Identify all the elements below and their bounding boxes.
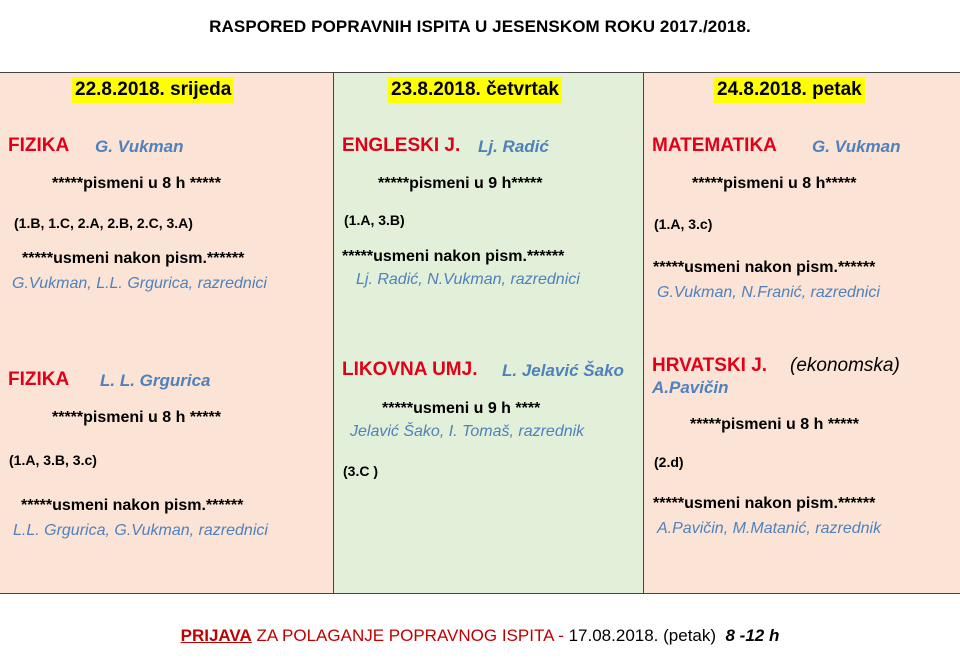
registration-footer: [0, 626, 960, 646]
exam-subject: ENGLESKI J.: [342, 135, 461, 156]
exam-oral: *****usmeni nakon pism.******: [22, 250, 245, 267]
exam-written: *****pismeni u 8 h *****: [52, 175, 221, 192]
exam-subject: HRVATSKI J.: [652, 355, 768, 376]
exam-oral: *****usmeni nakon pism.******: [21, 497, 244, 514]
exam-classes: (1.A, 3.B): [344, 212, 405, 228]
exam-oral: *****usmeni nakon pism.******: [653, 259, 876, 276]
exam-committee: L.L. Grgurica, G.Vukman, razrednici: [13, 522, 268, 539]
footer-text: ZA POLAGANJE POPRAVNOG ISPITA -: [251, 626, 569, 645]
page-title: RASPORED POPRAVNIH ISPITA U JESENSKOM ROKU 2017./2018.: [209, 17, 751, 36]
exam-classes: (3.C ): [343, 463, 378, 479]
exam-classes: (1.B, 1.C, 2.A, 2.B, 2.C, 3.A): [14, 215, 193, 231]
exam-committee: G.Vukman, L.L. Grgurica, razrednici: [12, 275, 267, 292]
day-column-wednesday: [0, 73, 334, 593]
exam-written: *****pismeni u 8 h *****: [52, 409, 221, 426]
exam-subject: LIKOVNA UMJ.: [342, 359, 478, 380]
day-date: 24.8.2018. petak: [714, 77, 865, 103]
exam-committee: A.Pavičin, M.Matanić, razrednik: [657, 520, 882, 537]
exam-note: (ekonomska): [790, 355, 900, 376]
exam-oral: *****usmeni u 9 h ****: [382, 400, 541, 417]
exam-oral: *****usmeni nakon pism.******: [342, 248, 565, 265]
day-column-friday: [644, 73, 960, 593]
exam-committee: G.Vukman, N.Franić, razrednici: [657, 284, 880, 301]
day-date: 23.8.2018. četvrtak: [388, 77, 562, 103]
exam-teacher: G. Vukman: [95, 137, 184, 156]
exam-written: *****pismeni u 9 h*****: [378, 175, 543, 192]
exam-oral: *****usmeni nakon pism.******: [653, 495, 876, 512]
footer-time: 8 -12 h: [725, 626, 780, 645]
exam-classes: (2.d): [654, 454, 684, 470]
exam-committee: Jelavić Šako, I. Tomaš, razrednik: [350, 423, 585, 440]
exam-teacher: G. Vukman: [812, 137, 901, 156]
day-column-thursday: [334, 73, 644, 593]
exam-written: *****pismeni u 8 h *****: [690, 416, 859, 433]
schedule-table: [0, 72, 960, 594]
exam-teacher: L. L. Grgurica: [100, 371, 211, 390]
footer-date: 17.08.2018. (petak): [568, 626, 717, 645]
exam-classes: (1.A, 3.c): [654, 216, 713, 232]
day-date: 22.8.2018. srijeda: [72, 77, 234, 103]
exam-teacher: A.Pavičin: [652, 378, 729, 397]
exam-written: *****pismeni u 8 h*****: [692, 175, 857, 192]
exam-teacher: Lj. Radić: [478, 137, 549, 156]
exam-committee: Lj. Radić, N.Vukman, razrednici: [356, 271, 580, 288]
footer-prijava: PRIJAVA: [180, 626, 252, 645]
exam-classes: (1.A, 3.B, 3.c): [9, 452, 97, 468]
exam-teacher: L. Jelavić Šako: [502, 361, 624, 380]
exam-subject: MATEMATIKA: [652, 135, 777, 156]
exam-subject: FIZIKA: [8, 369, 70, 390]
exam-subject: FIZIKA: [8, 135, 70, 156]
